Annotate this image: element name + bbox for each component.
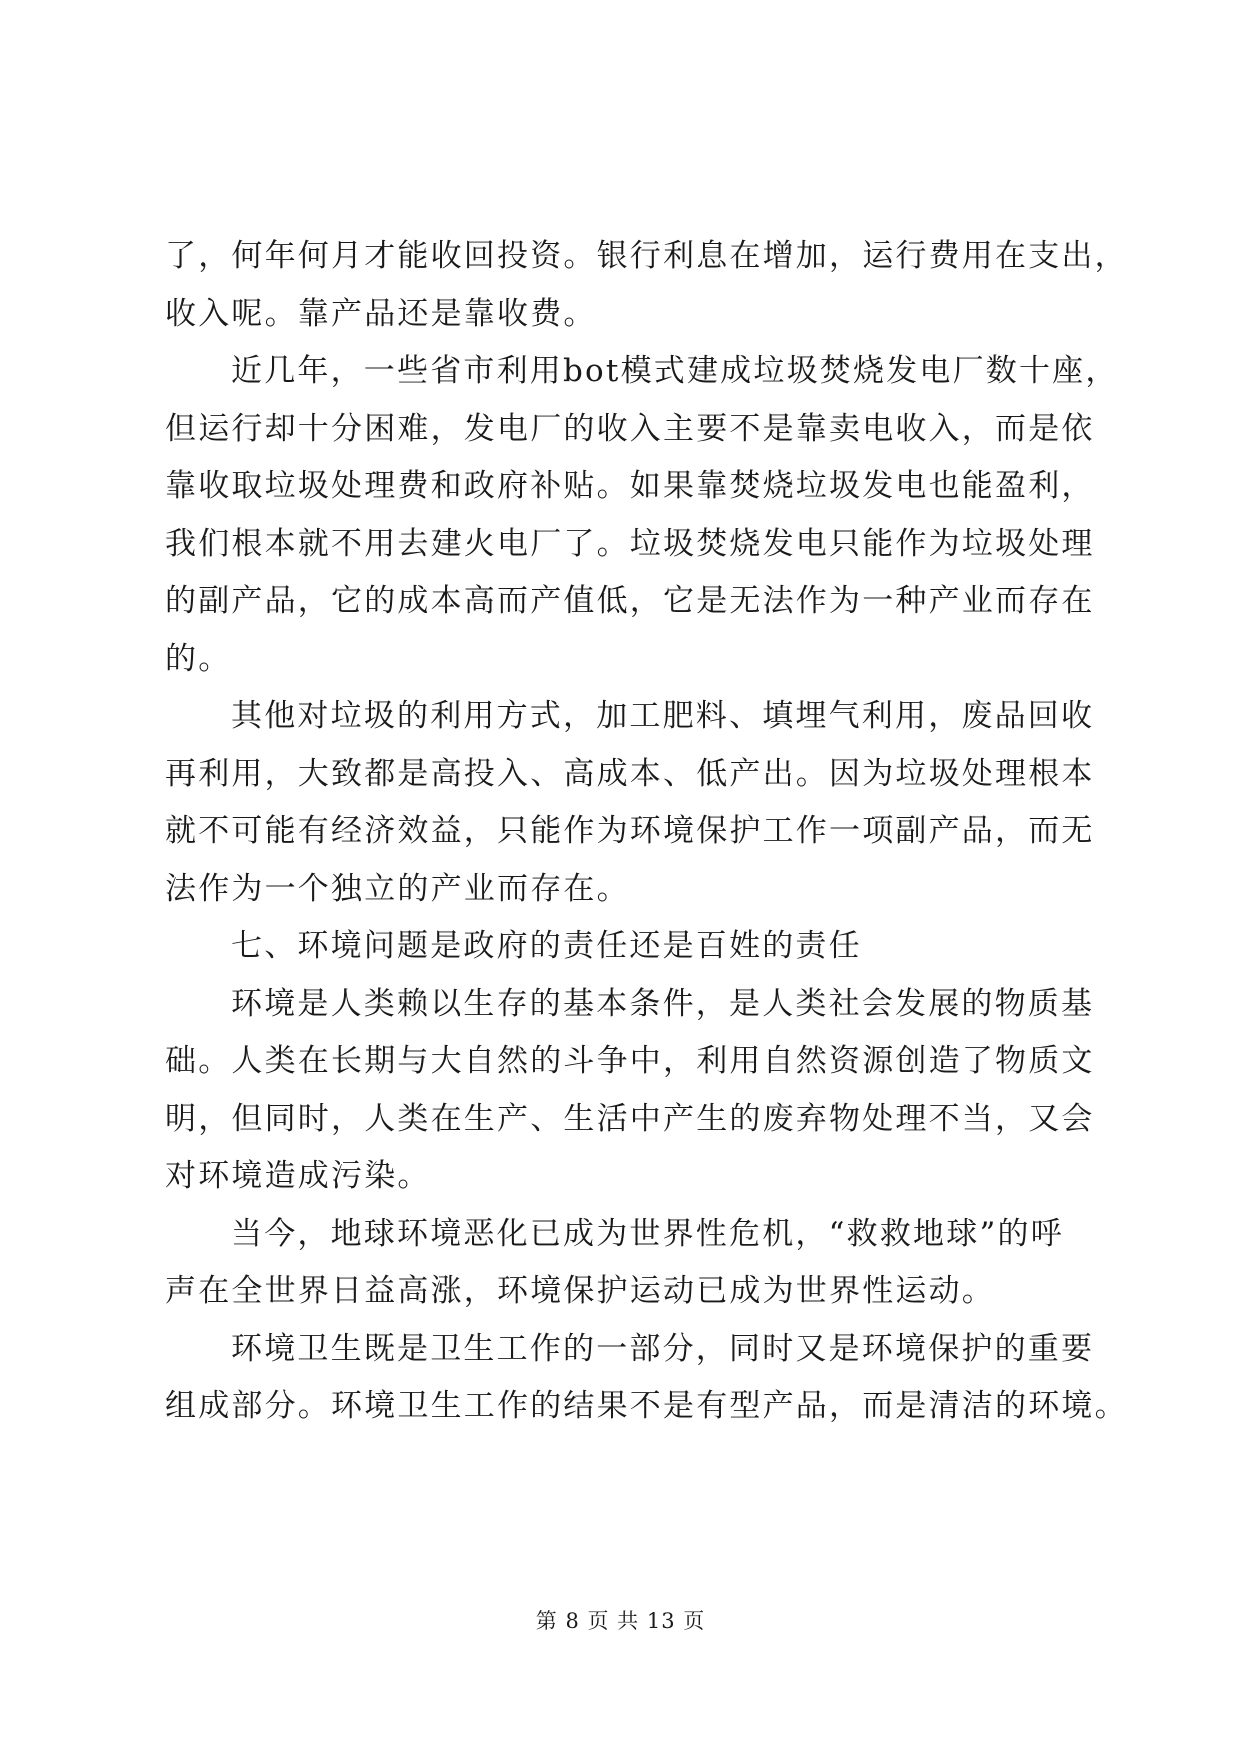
text-line: 声在全世界日益高涨，环境保护运动已成为世界性运动。 bbox=[165, 1273, 995, 1309]
text-line: 环境是人类赖以生存的基本条件，是人类社会发展的物质基 bbox=[231, 985, 1095, 1022]
page-number-footer: 第 8 页 共 13 页 bbox=[535, 1609, 706, 1633]
text-line: 近几年，一些省市利用bot模式建成垃圾焚烧发电厂数十座， bbox=[231, 353, 1119, 389]
section-heading: 七、环境问题是政府的责任还是百姓的责任 bbox=[231, 928, 862, 964]
text-line: 再利用，大致都是高投入、高成本、低产出。因为垃圾处理根本 bbox=[165, 755, 1095, 792]
text-line: 明，但同时，人类在生产、生活中产生的废弃物处理不当，又会 bbox=[165, 1100, 1095, 1137]
text-line: 当今，地球环境恶化已成为世界性危机，“救救地球”的呼 bbox=[231, 1215, 1064, 1252]
text-line: 的副产品，它的成本高而产值低，它是无法作为一种产业而存在 bbox=[165, 583, 1095, 619]
text-line: 就不可能有经济效益，只能作为环境保护工作一项副产品，而无 bbox=[165, 813, 1095, 849]
text-line: 但运行却十分困难，发电厂的收入主要不是靠卖电收入，而是依 bbox=[165, 410, 1095, 447]
text-line: 对环境造成污染。 bbox=[165, 1158, 431, 1194]
text-line: 了，何年何月才能收回投资。银行利息在增加，运行费用在支出， bbox=[165, 238, 1128, 274]
text-line: 环境卫生既是卫生工作的一部分，同时又是环境保护的重要 bbox=[231, 1330, 1095, 1367]
text-line: 法作为一个独立的产业而存在。 bbox=[165, 870, 630, 907]
text-line: 收入呢。靠产品还是靠收费。 bbox=[165, 295, 597, 332]
text-line: 我们根本就不用去建火电厂了。垃圾焚烧发电只能作为垃圾处理 bbox=[165, 525, 1095, 562]
text-line: 础。人类在长期与大自然的斗争中，利用自然资源创造了物质文 bbox=[165, 1043, 1095, 1079]
text-line: 靠收取垃圾处理费和政府补贴。如果靠焚烧垃圾发电也能盈利， bbox=[165, 468, 1095, 504]
text-line: 的。 bbox=[165, 640, 232, 677]
text-line: 其他对垃圾的利用方式，加工肥料、填埋气利用，废品回收 bbox=[231, 698, 1095, 734]
document-body bbox=[165, 228, 1128, 1436]
text-line: 组成部分。环境卫生工作的结果不是有型产品，而是清洁的环境。 bbox=[165, 1388, 1128, 1424]
